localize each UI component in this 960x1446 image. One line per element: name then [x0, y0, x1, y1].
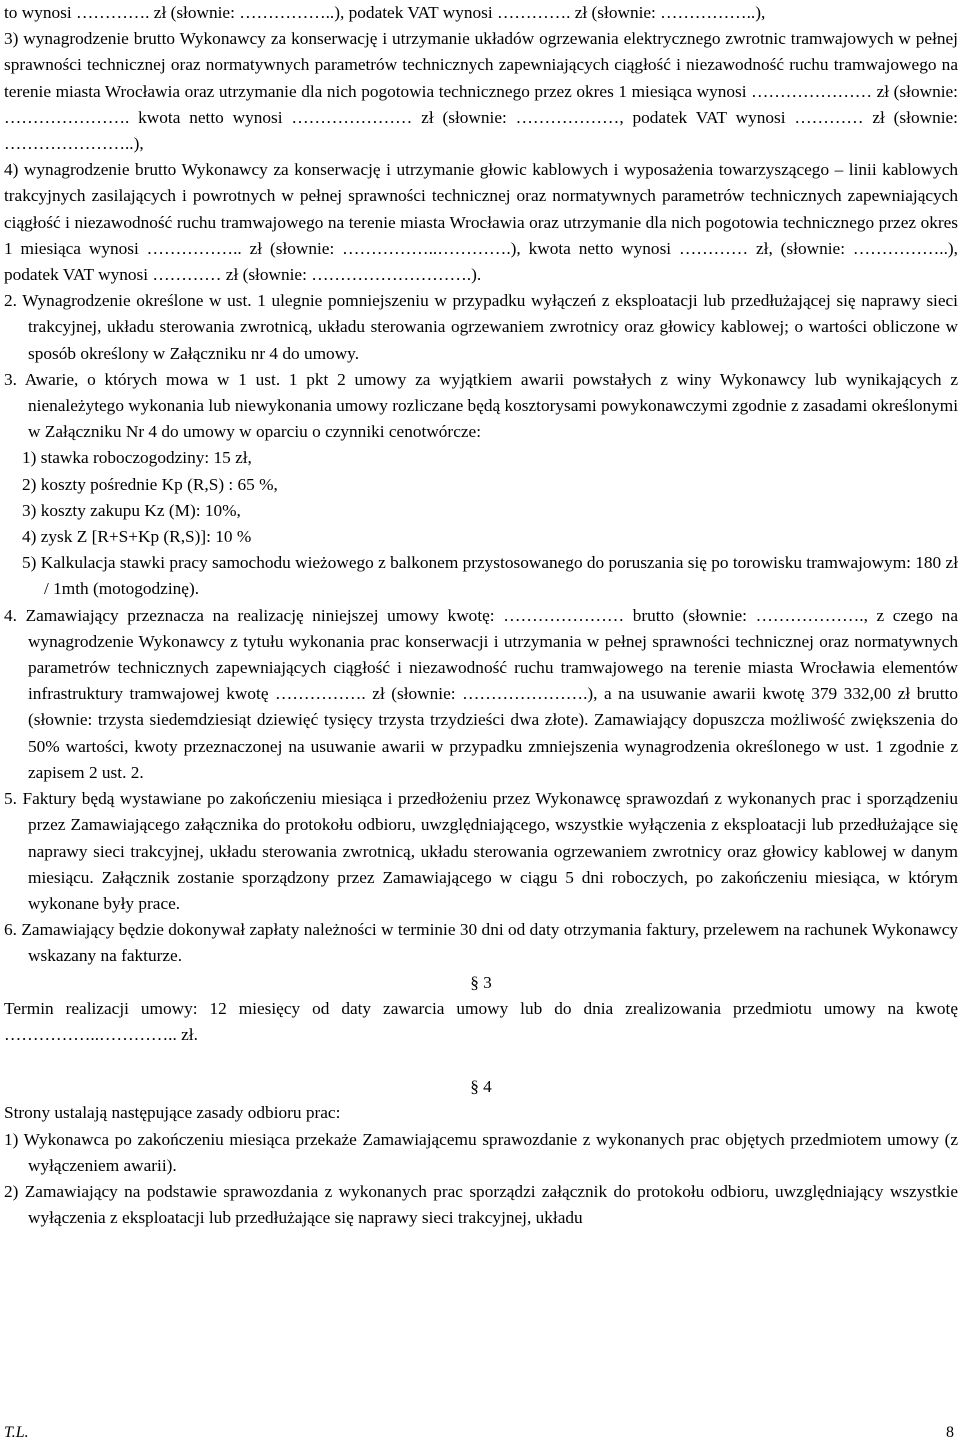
footer-initials: T.L. [4, 1424, 29, 1441]
paragraph-point-6: 6. Zamawiający będzie dokonywał zapłaty należności w terminie 30 dni od daty otrzymania faktury, przelewem na rachunek Wykonawcy wskazany na fakturze. [4, 920, 958, 966]
paragraph-item-4: 4) wynagrodzenie brutto Wykonawcy za konserwację i utrzymanie głowic kablowych i wyposażenia towarzyszącego – linii kablowych trakcyjnych zasilających i powrotnych w pełnej sprawności technicznej oraz normatywnych parametrów technicznych zapewniających ciągłość i niezawodność ruchu tramwajowego na terenie miasta Wrocławia oraz utrzymanie dla nich pogotowia technicznego przez okres 1 miesiąca wynosi …………….. zł (słownie: ……………..………….), kwota netto wynosi ………… zł, (słownie: ……………..), podatek VAT wynosi ………… zł (słownie: ……………………….). [4, 160, 958, 285]
section-heading-4: § 4 [470, 1077, 492, 1097]
paragraph-point-4: 4. Zamawiający przeznacza na realizację niniejszej umowy kwotę: ………………… brutto (słownie: ………………., z czego na wynagrodzenie Wykonawcy z tytułu wykonania prac konserwacji i utrzymania w pełnej sprawności technicznej oraz normatywnych parametrów technicznych zapewniających ciągłość i niezawodność ruchu tramwajowego na terenie miasta Wrocławia elementów infrastruktury tramwajowej kwotę ……………. zł (słownie: ………………….), a na usuwanie awarii kwotę 379 332,00 zł brutto (słownie: trzysta siedemdziesiąt dziewięć tysięcy trzysta trzydzieści dwa złote). Zamawiający dopuszcza możliwość zwiększenia do 50% wartości, kwoty przeznaczonej na usuwanie awarii w przypadku zmniejszenia wynagrodzenia określonego w ust. 1 zgodnie z zapisem 2 ust. 2. [4, 605, 958, 782]
list-item-rate-1: 1) stawka roboczogodziny: 15 zł, [22, 448, 252, 468]
paragraph-term: Termin realizacji umowy: 12 miesięcy od daty zawarcia umowy lub do dnia zrealizowania przedmiotu umowy na kwotę ……………..………….. zł. [4, 998, 958, 1044]
paragraph-item-3: 3) wynagrodzenie brutto Wykonawcy za konserwację i utrzymanie układów ogrzewania elektrycznego zwrotnic tramwajowych w pełnej sprawności technicznej oraz normatywnych parametrów technicznych zapewniających ciągłość i niezawodność ruchu tramwajowego na terenie miasta Wrocławia oraz utrzymanie dla nich pogotowia technicznego przez okres 1 miesiąca wynosi ………………… zł (słownie: …………………. kwota netto wynosi ………………… zł (słownie: ………………, podatek VAT wynosi ………… zł (słownie: …………………..), [4, 29, 958, 154]
paragraph-vat-line: to wynosi …………. zł (słownie: ……………..), podatek VAT wynosi …………. zł (słownie: ……………..), [4, 3, 766, 22]
list-item-rate-3: 3) koszty zakupu Kz (M): 10%, [22, 500, 241, 520]
footer-page-number: 8 [946, 1424, 954, 1441]
paragraph-point-5: 5. Faktury będą wystawiane po zakończeniu miesiąca i przedłożeniu przez Wykonawcę sprawozdań z wykonanych prac i sporządzeniu przez Zamawiającego załącznika do protokołu odbioru, uwzględniającego, wszystkie wyłączenia z eksploatacji lub przedłużające się naprawy sieci trakcyjnej, układu sterowania zwrotnicą, układu sterowania ogrzewaniem zwrotnicy oraz głowicy kablowej w danym miesiącu. Załącznik zostanie sporządzony przez Zamawiającego w ciągu 5 dni roboczych, po zakończeniu miesiąca, w którym wykonane były prace. [4, 789, 958, 913]
list-item-rule-2: 2) Zamawiający na podstawie sprawozdania z wykonanych prac sporządzi załącznik do protokołu odbioru, uwzględniający wszystkie wyłączenia z eksploatacji lub przedłużające się naprawy sieci trakcyjnej, układu [4, 1181, 958, 1228]
document-page [4, 0, 958, 1231]
paragraph-rules-intro: Strony ustalają następujące zasady odbioru prac: [4, 1103, 341, 1123]
section-heading-3: § 3 [470, 972, 492, 992]
paragraph-point-2: 2. Wynagrodzenie określone w ust. 1 ulegnie pomniejszeniu w przypadku wyłączeń z eksploatacji lub przedłużającej się naprawy sieci trakcyjnej, układu sterowania zwrotnicą, układu sterowania ogrzewaniem zwrotnicy oraz głowicy kablowej; o wartości obliczone w sposób określony w Załączniku nr 4 do umowy. [4, 291, 958, 363]
list-item-rate-5: 5) Kalkulacja stawki pracy samochodu wieżowego z balkonem przystosowanego do poruszania się po torowisku tramwajowym: 180 zł / 1mth (motogodzinę). [22, 553, 958, 599]
list-item-rule-1: 1) Wykonawca po zakończeniu miesiąca przekaże Zamawiającemu sprawozdanie z wykonanych prac objętych przedmiotem umowy (z wyłączeniem awarii). [4, 1129, 958, 1175]
paragraph-point-3: 3. Awarie, o których mowa w 1 ust. 1 pkt 2 umowy za wyjątkiem awarii powstałych z winy Wykonawcy lub wynikających z nienależytego wykonania lub niewykonania umowy rozliczane będą kosztorysami powykonawczymi zgodnie z zasadami określonymi w Załączniku Nr 4 do umowy w oparciu o czynniki cenotwórcze: [4, 369, 959, 442]
blank-line [4, 1048, 958, 1074]
list-item-rate-4: 4) zysk Z [R+S+Kp (R,S)]: 10 % [22, 527, 252, 547]
list-item-rate-2: 2) koszty pośrednie Kp (R,S) : 65 %, [22, 474, 278, 494]
